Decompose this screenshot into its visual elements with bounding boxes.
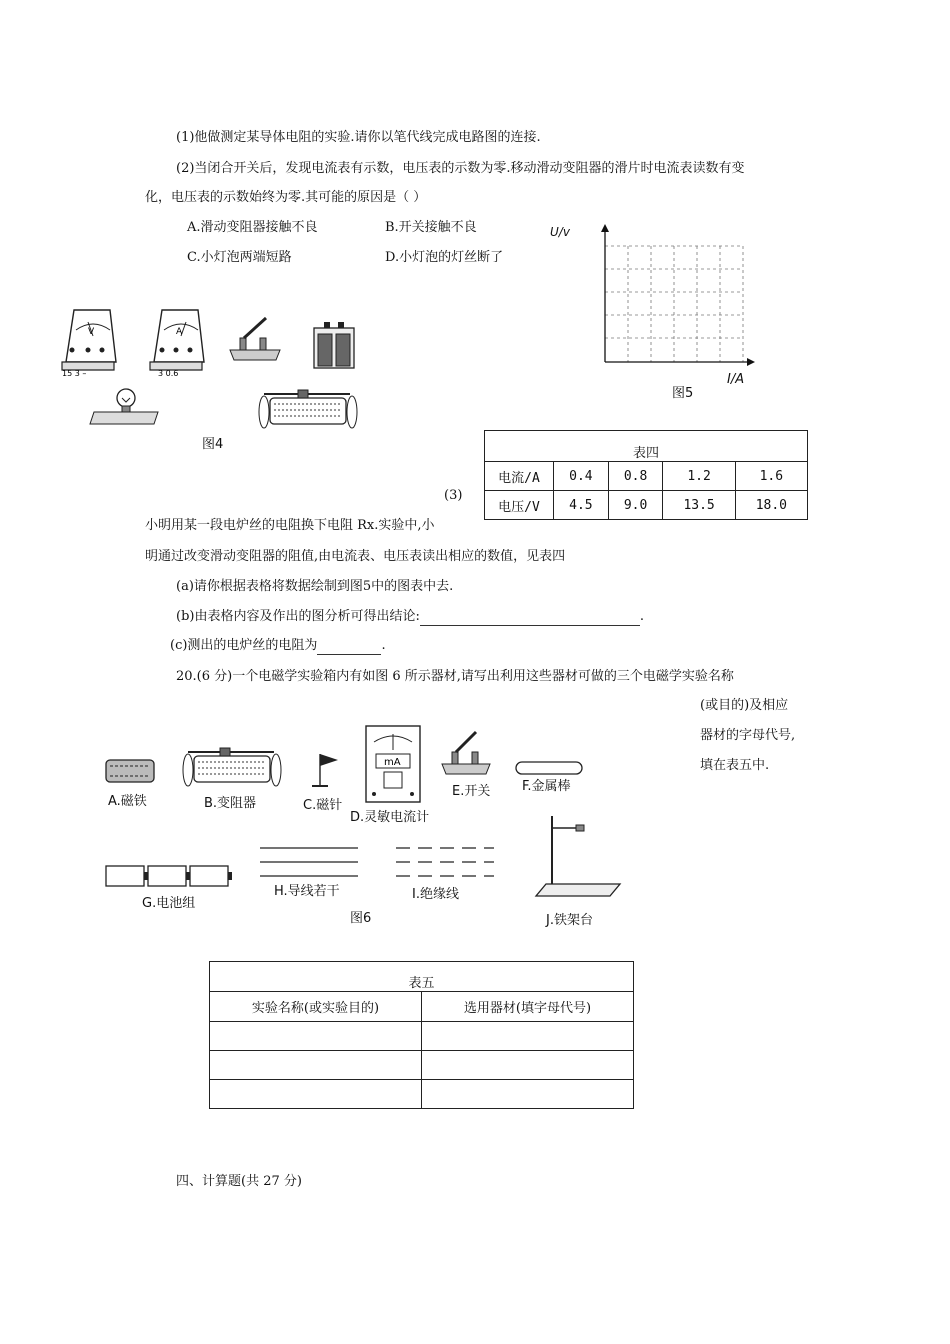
table-row [210, 1080, 634, 1109]
answer-blank[interactable] [317, 640, 381, 655]
option-a: A.滑动变阻器接触不良 [187, 220, 318, 235]
q19-part3-b-end: . [639, 609, 644, 624]
q20-line3: 器材的字母代号, [700, 728, 796, 743]
table-cell: 4.5 [554, 491, 609, 520]
table-cell: 1.2 [663, 462, 735, 491]
magnet-icon [106, 760, 154, 782]
item-i-label: I.绝缘线 [412, 887, 459, 902]
switch-icon [230, 318, 280, 360]
option-c: C.小灯泡两端短路 [187, 250, 292, 265]
option-b: B.开关接触不良 [385, 220, 477, 235]
metal-rod-icon [516, 762, 582, 774]
q19-part3-a: (a)请你根据表格将数据绘制到图5中的图表中去. [176, 579, 454, 594]
q19-part3-b [176, 608, 644, 626]
voltmeter-label: V [88, 327, 95, 337]
lamp-icon [90, 389, 158, 424]
item-b-label: B.变阻器 [204, 796, 257, 811]
table-cell: 13.5 [663, 491, 735, 520]
ammeter-terminals: 3 0.6 [158, 369, 179, 378]
q20-line2: (或目的)及相应 [700, 698, 789, 713]
table-cell: 9.0 [608, 491, 663, 520]
battery-pack-icon [106, 866, 232, 886]
table-cell[interactable] [210, 1080, 422, 1109]
voltmeter-icon [62, 310, 116, 370]
figure-6-caption: 图6 [350, 911, 372, 926]
table-cell[interactable] [422, 1051, 634, 1080]
table-5-header: 实验名称(或实验目的) [210, 992, 422, 1022]
table-4 [484, 430, 808, 520]
figure-5-grid [575, 222, 765, 382]
figure-5-xlabel: I/A [727, 372, 745, 387]
table-5-title: 表五 [210, 962, 634, 992]
item-e-label: E.开关 [452, 784, 491, 799]
table-cell[interactable] [422, 1080, 634, 1109]
item-h-label: H.导线若干 [274, 884, 340, 899]
compass-needle-icon [312, 754, 338, 786]
figure-5-ylabel: U/v [550, 225, 570, 239]
table-cell[interactable] [422, 1022, 634, 1051]
section-4-heading: 四、计算题(共 27 分) [176, 1174, 302, 1189]
item-a-label: A.磁铁 [108, 794, 147, 809]
item-d-label: D.灵敏电流计 [350, 810, 430, 825]
figure-4-caption: 图4 [202, 437, 224, 452]
option-d: D.小灯泡的灯丝断了 [385, 250, 504, 265]
iron-stand-icon [536, 816, 620, 896]
insulated-wire-icon [396, 848, 494, 876]
q19-part1: (1)他做测定某导体电阻的实验.请你以笔代线完成电路图的连接. [176, 130, 541, 145]
item-j-label: J.铁架台 [546, 913, 593, 928]
table-cell: 18.0 [735, 491, 807, 520]
item-g-label: G.电池组 [142, 896, 196, 911]
table-cell: 0.4 [554, 462, 609, 491]
table-4-row-label: 电流/A [485, 462, 554, 491]
table-row [210, 992, 634, 1022]
voltmeter-terminals: 15 3 – [62, 369, 87, 378]
item-c-label: C.磁针 [303, 798, 343, 813]
table-5 [209, 961, 634, 1109]
q19-part3-c-end: . [381, 638, 386, 653]
ammeter-label: A [176, 327, 183, 337]
rheostat-icon [183, 748, 281, 786]
table-cell: 0.8 [608, 462, 663, 491]
q19-part3-line2: 明通过改变滑动变阻器的阻值,由电流表、电压表读出相应的数值，见表四 [145, 549, 566, 564]
rheostat-icon [259, 390, 357, 428]
q20-line1: 20.(6 分)一个电磁学实验箱内有如图 6 所示器材,请写出利用这些器材可做的三个电磁学实验名称 [176, 669, 734, 684]
table-row [210, 1022, 634, 1051]
q19-part2-line2: 化，电压表的示数始终为零.其可能的原因是（ ） [145, 190, 427, 205]
table-4-row-label: 电压/V [485, 491, 554, 520]
galvanometer-label: mA [384, 757, 401, 768]
q19-part2-line1: (2)当闭合开关后，发现电流表有示数，电压表的示数为零.移动滑动变阻器的滑片时电流表读数有变 [176, 161, 745, 176]
table-row [210, 1051, 634, 1080]
q20-line4: 填在表五中. [700, 758, 770, 773]
figure-5-caption: 图5 [672, 386, 694, 401]
q19-part3-number: (3) [444, 488, 463, 503]
table-4-title: 表四 [485, 431, 808, 462]
answer-blank[interactable] [420, 611, 640, 626]
table-cell: 1.6 [735, 462, 807, 491]
ammeter-icon [150, 310, 204, 370]
q19-part3-b-text: (b)由表格内容及作出的图分析可得出结论: [176, 609, 420, 624]
wires-icon [260, 848, 358, 876]
table-cell[interactable] [210, 1051, 422, 1080]
q19-part3-c [170, 637, 386, 655]
table-row [485, 491, 808, 520]
item-f-label: F.金属棒 [522, 779, 571, 794]
table-row [485, 462, 808, 491]
table-5-header: 选用器材(填字母代号) [422, 992, 634, 1022]
switch-icon [442, 732, 490, 774]
q19-part3-line1: 小明用某一段电炉丝的电阻换下电阻 Rx.实验中,小 [145, 518, 435, 533]
q19-part3-c-text: (c)测出的电炉丝的电阻为 [170, 638, 318, 653]
table-cell[interactable] [210, 1022, 422, 1051]
battery-icon [314, 322, 354, 368]
